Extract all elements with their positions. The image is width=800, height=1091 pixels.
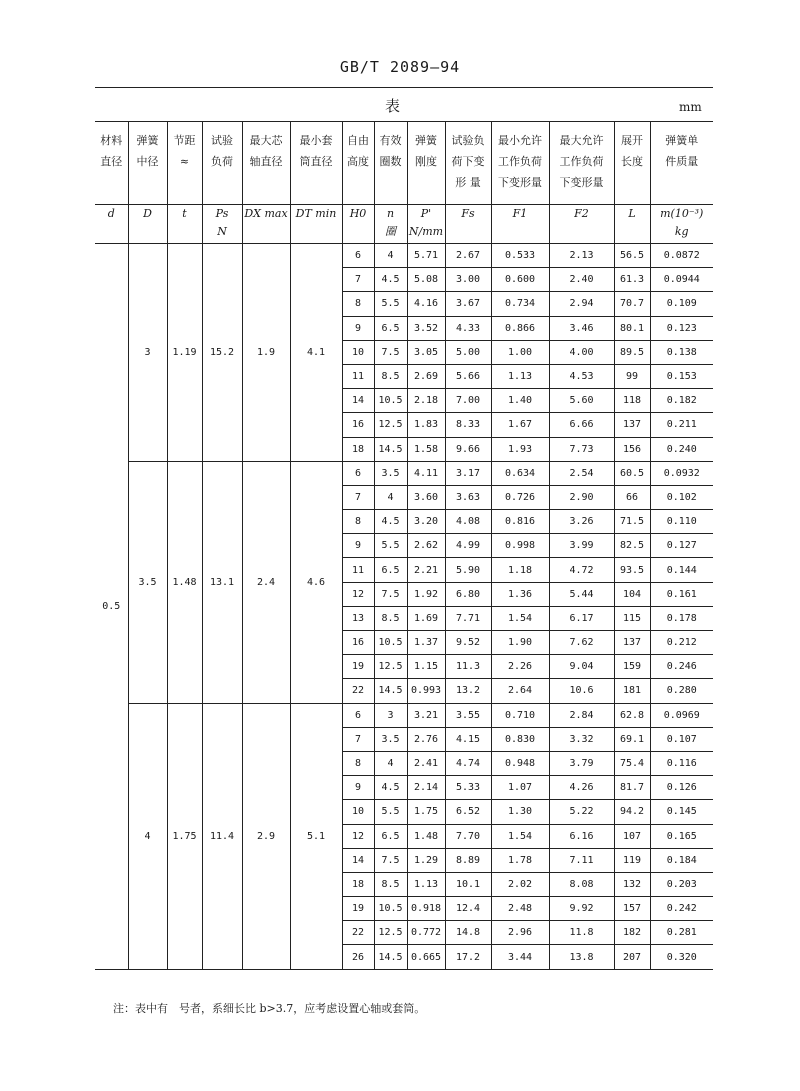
table-cell: 1.13 xyxy=(491,364,549,388)
table-cell: 8.5 xyxy=(374,364,407,388)
table-cell: 4 xyxy=(374,751,407,775)
table-cell: 1.58 xyxy=(407,437,445,461)
table-cell: 14 xyxy=(342,848,374,872)
table-cell: 9 xyxy=(342,534,374,558)
table-cell: 7.5 xyxy=(374,848,407,872)
table-cell: 4.15 xyxy=(445,727,491,751)
min-sleeve-cell: 4.6 xyxy=(290,461,342,703)
table-cell: 7 xyxy=(342,485,374,509)
table-cell: 19 xyxy=(342,655,374,679)
material-diameter-cell: 0.5 xyxy=(95,244,128,970)
table-cell: 9 xyxy=(342,316,374,340)
table-cell: 6 xyxy=(342,244,374,268)
table-cell: 82.5 xyxy=(614,534,650,558)
table-cell: 2.67 xyxy=(445,244,491,268)
table-cell: 9.52 xyxy=(445,631,491,655)
table-cell: 0.242 xyxy=(650,897,713,921)
table-cell: 4.74 xyxy=(445,751,491,775)
table-cell: 9.92 xyxy=(549,897,614,921)
table-cell: 1.90 xyxy=(491,631,549,655)
table-cell: 4.11 xyxy=(407,461,445,485)
table-cell: 3.32 xyxy=(549,727,614,751)
table-cell: 2.64 xyxy=(491,679,549,703)
table-cell: 17.2 xyxy=(445,945,491,969)
max-mandrel-cell: 1.9 xyxy=(242,244,290,462)
max-mandrel-cell: 2.9 xyxy=(242,703,290,969)
table-cell: 1.48 xyxy=(407,824,445,848)
column-header: 最大芯 轴直径 xyxy=(242,122,290,205)
table-cell: 10.1 xyxy=(445,872,491,896)
table-cell: 4.99 xyxy=(445,534,491,558)
table-cell: 0.116 xyxy=(650,751,713,775)
column-symbol: Ps N xyxy=(202,205,242,244)
table-cell: 2.02 xyxy=(491,872,549,896)
table-cell: 2.13 xyxy=(549,244,614,268)
table-cell: 1.83 xyxy=(407,413,445,437)
column-symbol: F2 xyxy=(549,205,614,244)
standard-number: GB/T 2089—94 xyxy=(339,58,461,76)
table-cell: 4.33 xyxy=(445,316,491,340)
table-cell: 12 xyxy=(342,582,374,606)
table-cell: 0.634 xyxy=(491,461,549,485)
table-cell: 10 xyxy=(342,800,374,824)
table-cell: 9 xyxy=(342,776,374,800)
table-cell: 2.94 xyxy=(549,292,614,316)
table-cell: 5.71 xyxy=(407,244,445,268)
column-symbol: F1 xyxy=(491,205,549,244)
table-cell: 93.5 xyxy=(614,558,650,582)
table-cell: 8.08 xyxy=(549,872,614,896)
table-cell: 62.8 xyxy=(614,703,650,727)
table-cell: 12.5 xyxy=(374,921,407,945)
table-cell: 0.102 xyxy=(650,485,713,509)
table-cell: 60.5 xyxy=(614,461,650,485)
table-cell: 0.109 xyxy=(650,292,713,316)
table-cell: 0.107 xyxy=(650,727,713,751)
spring-diameter-cell: 4 xyxy=(128,703,167,969)
table-cell: 7.62 xyxy=(549,631,614,655)
unit-label: mm xyxy=(679,100,702,114)
table-cell: 4.16 xyxy=(407,292,445,316)
table-cell: 12.4 xyxy=(445,897,491,921)
table-cell: 8.5 xyxy=(374,872,407,896)
column-header: 节距 ≈ xyxy=(167,122,202,205)
pitch-cell: 1.19 xyxy=(167,244,202,462)
table-cell: 156 xyxy=(614,437,650,461)
table-cell: 10.5 xyxy=(374,631,407,655)
table-cell: 6 xyxy=(342,703,374,727)
column-symbol: DT min xyxy=(290,205,342,244)
table-cell: 7.00 xyxy=(445,389,491,413)
table-cell: 0.0944 xyxy=(650,268,713,292)
column-symbol: H0 xyxy=(342,205,374,244)
table-cell: 8 xyxy=(342,751,374,775)
table-cell: 14.8 xyxy=(445,921,491,945)
table-cell: 0.533 xyxy=(491,244,549,268)
table-cell: 181 xyxy=(614,679,650,703)
table-cell: 107 xyxy=(614,824,650,848)
table-cell: 0.145 xyxy=(650,800,713,824)
table-cell: 89.5 xyxy=(614,340,650,364)
table-cell: 2.62 xyxy=(407,534,445,558)
table-row xyxy=(95,244,713,268)
column-symbol: d xyxy=(95,205,128,244)
table-cell: 0.866 xyxy=(491,316,549,340)
column-symbol: Fs xyxy=(445,205,491,244)
table-cell: 12.5 xyxy=(374,655,407,679)
table-cell: 75.4 xyxy=(614,751,650,775)
table-cell: 0.918 xyxy=(407,897,445,921)
table-cell: 0.182 xyxy=(650,389,713,413)
table-cell: 5.33 xyxy=(445,776,491,800)
table-cell: 26 xyxy=(342,945,374,969)
table-cell: 0.246 xyxy=(650,655,713,679)
table-cell: 1.93 xyxy=(491,437,549,461)
table-cell: 1.30 xyxy=(491,800,549,824)
table-cell: 6.80 xyxy=(445,582,491,606)
table-row xyxy=(95,703,713,727)
table-cell: 3.67 xyxy=(445,292,491,316)
column-header: 最大允许 工作负荷 下变形量 xyxy=(549,122,614,205)
table-cell: 4.26 xyxy=(549,776,614,800)
table-cell: 1.54 xyxy=(491,824,549,848)
table-cell: 5.00 xyxy=(445,340,491,364)
header-names-row xyxy=(95,122,713,205)
table-cell: 2.26 xyxy=(491,655,549,679)
table-cell: 12.5 xyxy=(374,413,407,437)
table-cell: 6.5 xyxy=(374,558,407,582)
column-symbol: DX max xyxy=(242,205,290,244)
table-cell: 0.211 xyxy=(650,413,713,437)
table-cell: 9.66 xyxy=(445,437,491,461)
table-cell: 8.89 xyxy=(445,848,491,872)
table-cell: 4.00 xyxy=(549,340,614,364)
table-cell: 0.734 xyxy=(491,292,549,316)
table-cell: 115 xyxy=(614,606,650,630)
table-cell: 5.66 xyxy=(445,364,491,388)
table-cell: 81.7 xyxy=(614,776,650,800)
table-cell: 0.320 xyxy=(650,945,713,969)
table-cell: 7.71 xyxy=(445,606,491,630)
table-cell: 4.5 xyxy=(374,268,407,292)
table-cell: 16 xyxy=(342,413,374,437)
table-cell: 7.73 xyxy=(549,437,614,461)
table-cell: 1.29 xyxy=(407,848,445,872)
table-cell: 19 xyxy=(342,897,374,921)
column-header: 自由 高度 xyxy=(342,122,374,205)
table-cell: 16 xyxy=(342,631,374,655)
column-header: 最小允许 工作负荷 下变形量 xyxy=(491,122,549,205)
table-cell: 10.5 xyxy=(374,897,407,921)
table-cell: 1.07 xyxy=(491,776,549,800)
table-cell: 2.69 xyxy=(407,364,445,388)
table-cell: 0.830 xyxy=(491,727,549,751)
table-cell: 14.5 xyxy=(374,679,407,703)
table-cell: 6.66 xyxy=(549,413,614,437)
table-cell: 8.33 xyxy=(445,413,491,437)
table-cell: 5.5 xyxy=(374,534,407,558)
table-cell: 0.993 xyxy=(407,679,445,703)
table-cell: 4.08 xyxy=(445,510,491,534)
table-cell: 0.144 xyxy=(650,558,713,582)
table-cell: 7 xyxy=(342,268,374,292)
min-sleeve-cell: 4.1 xyxy=(290,244,342,462)
table-cell: 2.48 xyxy=(491,897,549,921)
max-mandrel-cell: 2.4 xyxy=(242,461,290,703)
table-cell: 6.16 xyxy=(549,824,614,848)
table-cell: 1.92 xyxy=(407,582,445,606)
table-cell: 7.5 xyxy=(374,340,407,364)
table-cell: 5.5 xyxy=(374,292,407,316)
table-cell: 5.60 xyxy=(549,389,614,413)
table-cell: 159 xyxy=(614,655,650,679)
table-cell: 5.08 xyxy=(407,268,445,292)
table-cell: 3.00 xyxy=(445,268,491,292)
test-load-cell: 15.2 xyxy=(202,244,242,462)
column-symbol: t xyxy=(167,205,202,244)
table-cell: 18 xyxy=(342,872,374,896)
table-cell: 0.998 xyxy=(491,534,549,558)
table-cell: 10.5 xyxy=(374,389,407,413)
table-cell: 0.184 xyxy=(650,848,713,872)
column-header: 试验 负荷 xyxy=(202,122,242,205)
column-header: 弹簧 中径 xyxy=(128,122,167,205)
table-cell: 4.72 xyxy=(549,558,614,582)
table-cell: 1.40 xyxy=(491,389,549,413)
column-header: 有效 圈数 xyxy=(374,122,407,205)
table-cell: 18 xyxy=(342,437,374,461)
table-cell: 13.8 xyxy=(549,945,614,969)
table-cell: 94.2 xyxy=(614,800,650,824)
table-cell: 11.8 xyxy=(549,921,614,945)
table-cell: 157 xyxy=(614,897,650,921)
column-header: 弹簧 刚度 xyxy=(407,122,445,205)
table-cell: 0.600 xyxy=(491,268,549,292)
table-cell: 61.3 xyxy=(614,268,650,292)
column-header: 展开 长度 xyxy=(614,122,650,205)
table-cell: 0.726 xyxy=(491,485,549,509)
table-cell: 3.21 xyxy=(407,703,445,727)
table-cell: 1.67 xyxy=(491,413,549,437)
table-cell: 11 xyxy=(342,364,374,388)
table-cell: 6.5 xyxy=(374,824,407,848)
test-load-cell: 11.4 xyxy=(202,703,242,969)
table-cell: 80.1 xyxy=(614,316,650,340)
table-cell: 1.15 xyxy=(407,655,445,679)
table-cell: 0.127 xyxy=(650,534,713,558)
table-cell: 2.21 xyxy=(407,558,445,582)
table-cell: 22 xyxy=(342,921,374,945)
column-symbol: D xyxy=(128,205,167,244)
table-cell: 132 xyxy=(614,872,650,896)
table-cell: 0.126 xyxy=(650,776,713,800)
table-cell: 4 xyxy=(374,244,407,268)
table-cell: 14 xyxy=(342,389,374,413)
table-cell: 0.161 xyxy=(650,582,713,606)
test-load-cell: 13.1 xyxy=(202,461,242,703)
table-cell: 3.63 xyxy=(445,485,491,509)
table-cell: 4.53 xyxy=(549,364,614,388)
table-cell: 6 xyxy=(342,461,374,485)
table-cell: 3.99 xyxy=(549,534,614,558)
table-cell: 2.41 xyxy=(407,751,445,775)
table-cell: 1.13 xyxy=(407,872,445,896)
table-cell: 119 xyxy=(614,848,650,872)
table-cell: 0.665 xyxy=(407,945,445,969)
table-cell: 1.54 xyxy=(491,606,549,630)
table-cell: 4.5 xyxy=(374,776,407,800)
table-cell: 3.44 xyxy=(491,945,549,969)
column-symbol: L xyxy=(614,205,650,244)
table-cell: 2.84 xyxy=(549,703,614,727)
table-cell: 5.90 xyxy=(445,558,491,582)
table-cell: 137 xyxy=(614,413,650,437)
table-cell: 3.55 xyxy=(445,703,491,727)
table-cell: 0.280 xyxy=(650,679,713,703)
table-cell: 1.18 xyxy=(491,558,549,582)
table-cell: 1.75 xyxy=(407,800,445,824)
table-cell: 3.20 xyxy=(407,510,445,534)
table-cell: 1.37 xyxy=(407,631,445,655)
table-cell: 6.17 xyxy=(549,606,614,630)
table-cell: 0.138 xyxy=(650,340,713,364)
table-cell: 0.0969 xyxy=(650,703,713,727)
table-cell: 137 xyxy=(614,631,650,655)
table-cell: 3.26 xyxy=(549,510,614,534)
table-cell: 6.5 xyxy=(374,316,407,340)
table-cell: 7.5 xyxy=(374,582,407,606)
table-cell: 118 xyxy=(614,389,650,413)
table-cell: 8.5 xyxy=(374,606,407,630)
column-symbol: m(10⁻³) kg xyxy=(650,205,713,244)
table-cell: 1.78 xyxy=(491,848,549,872)
table-cell: 6.52 xyxy=(445,800,491,824)
top-rule xyxy=(95,87,713,88)
table-cell: 56.5 xyxy=(614,244,650,268)
table-cell: 2.40 xyxy=(549,268,614,292)
footnote: 注：表中有 号者，系细长比 b>3.7，应考虑设置心轴或套筒。 xyxy=(113,1002,426,1015)
table-cell: 4 xyxy=(374,485,407,509)
table-row xyxy=(95,461,713,485)
table-cell: 5.5 xyxy=(374,800,407,824)
table-cell: 66 xyxy=(614,485,650,509)
table-cell: 0.153 xyxy=(650,364,713,388)
table-cell: 3.52 xyxy=(407,316,445,340)
table-cell: 2.76 xyxy=(407,727,445,751)
table-cell: 8 xyxy=(342,510,374,534)
table-cell: 0.165 xyxy=(650,824,713,848)
spring-diameter-cell: 3 xyxy=(128,244,167,462)
table-cell: 3 xyxy=(374,703,407,727)
table-cell: 7 xyxy=(342,727,374,751)
table-cell: 1.36 xyxy=(491,582,549,606)
column-symbol: n 圈 xyxy=(374,205,407,244)
header-symbols-row xyxy=(95,205,713,244)
table-cell: 99 xyxy=(614,364,650,388)
table-cell: 3.46 xyxy=(549,316,614,340)
table-cell: 104 xyxy=(614,582,650,606)
table-cell: 11.3 xyxy=(445,655,491,679)
table-cell: 13 xyxy=(342,606,374,630)
table-cell: 2.90 xyxy=(549,485,614,509)
table-cell: 7.11 xyxy=(549,848,614,872)
table-cell: 3.5 xyxy=(374,461,407,485)
table-cell: 2.96 xyxy=(491,921,549,945)
table-cell: 0.0872 xyxy=(650,244,713,268)
column-header: 试验负 荷下变 形 量 xyxy=(445,122,491,205)
table-cell: 13.2 xyxy=(445,679,491,703)
table-cell: 70.7 xyxy=(614,292,650,316)
table-cell: 9.04 xyxy=(549,655,614,679)
table-cell: 0.281 xyxy=(650,921,713,945)
table-cell: 4.5 xyxy=(374,510,407,534)
table-cell: 0.0932 xyxy=(650,461,713,485)
pitch-cell: 1.75 xyxy=(167,703,202,969)
table-cell: 5.22 xyxy=(549,800,614,824)
table-cell: 0.123 xyxy=(650,316,713,340)
table-cell: 2.14 xyxy=(407,776,445,800)
table-cell: 7.70 xyxy=(445,824,491,848)
column-header: 材料 直径 xyxy=(95,122,128,205)
table-cell: 14.5 xyxy=(374,945,407,969)
table-cell: 69.1 xyxy=(614,727,650,751)
table-cell: 0.212 xyxy=(650,631,713,655)
table-cell: 0.948 xyxy=(491,751,549,775)
table-cell: 0.110 xyxy=(650,510,713,534)
table-cell: 3.60 xyxy=(407,485,445,509)
table-cell: 207 xyxy=(614,945,650,969)
table-cell: 2.18 xyxy=(407,389,445,413)
column-header: 最小套 筒直径 xyxy=(290,122,342,205)
table-cell: 10.6 xyxy=(549,679,614,703)
table-cell: 14.5 xyxy=(374,437,407,461)
table-cell: 8 xyxy=(342,292,374,316)
table-cell: 182 xyxy=(614,921,650,945)
column-header: 弹簧单 件质量 xyxy=(650,122,713,205)
table-cell: 0.772 xyxy=(407,921,445,945)
table-body xyxy=(95,244,713,970)
table-cell: 0.178 xyxy=(650,606,713,630)
table-cell: 71.5 xyxy=(614,510,650,534)
table-cell: 3.17 xyxy=(445,461,491,485)
table-cell: 0.203 xyxy=(650,872,713,896)
table-cell: 3.5 xyxy=(374,727,407,751)
table-cell: 3.79 xyxy=(549,751,614,775)
column-symbol: P' N/mm xyxy=(407,205,445,244)
spring-parameter-table xyxy=(95,121,713,970)
table-cell: 0.816 xyxy=(491,510,549,534)
table-cell: 11 xyxy=(342,558,374,582)
table-title: 表 xyxy=(385,97,401,115)
table-cell: 10 xyxy=(342,340,374,364)
table-cell: 2.54 xyxy=(549,461,614,485)
table-cell: 22 xyxy=(342,679,374,703)
pitch-cell: 1.48 xyxy=(167,461,202,703)
min-sleeve-cell: 5.1 xyxy=(290,703,342,969)
table-cell: 0.710 xyxy=(491,703,549,727)
table-cell: 1.69 xyxy=(407,606,445,630)
table-cell: 1.00 xyxy=(491,340,549,364)
table-cell: 3.05 xyxy=(407,340,445,364)
table-cell: 0.240 xyxy=(650,437,713,461)
spring-diameter-cell: 3.5 xyxy=(128,461,167,703)
table-cell: 12 xyxy=(342,824,374,848)
table-cell: 5.44 xyxy=(549,582,614,606)
